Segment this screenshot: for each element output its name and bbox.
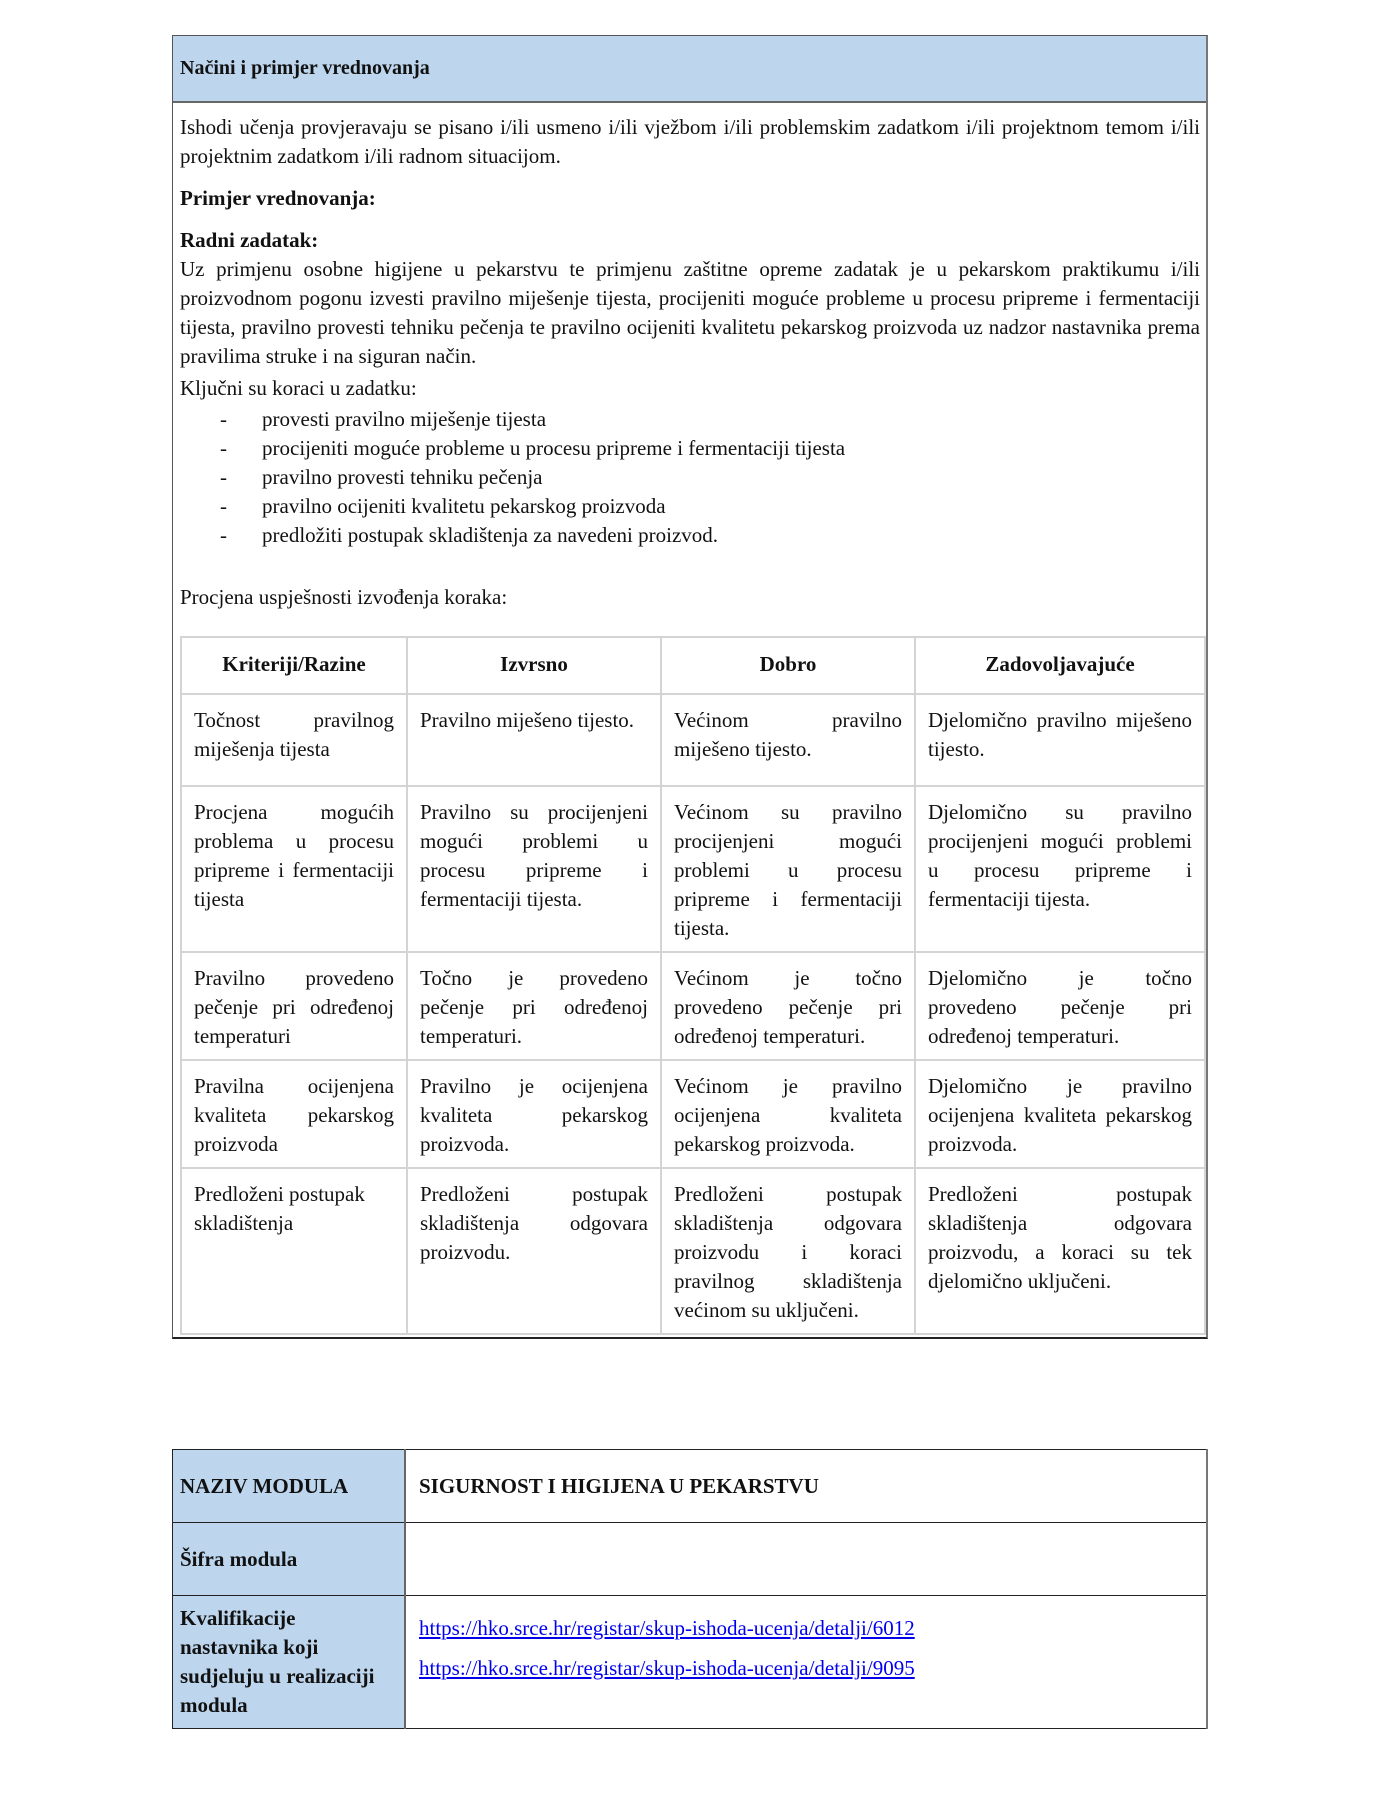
assessment-intro: Ishodi učenja provjeravaju se pisano i/ili usmeno i/ili vježbom i/ili problemskim zadatkom i/ili projektnom temom i/ili projektnim zadatkom i/ili radnom situacijom. (180, 115, 1200, 168)
column-header: Dobro (661, 637, 915, 694)
task-heading: Radni zadatak: (180, 228, 319, 252)
qualifications-label: Kvalifikacije nastavnika koji sudjeluju u realizaciji modula (173, 1596, 406, 1729)
task-text: Uz primjenu osobne higijene u pekarstvu te primjenu zaštitne opreme zadatak je u pekarskom praktikumu i/ili proizvodnom pogonu izvesti pravilno miješenje tijesta, procijeniti moguće probleme u procesu pripreme i fermentaciji tijesta, pravilno provesti tehniku pečenja te pravilno ocijeniti kvalitetu pekarskog proizvoda uz nadzor nastavnika prema pravilima struke i na siguran način. (180, 257, 1200, 368)
qualification-link-9095[interactable]: https://hko.srce.hr/registar/skup-ishoda-ucenja/detalji/9095 (419, 1656, 915, 1680)
qualifications-links (405, 1596, 1207, 1729)
list-item: - procijeniti moguće probleme u procesu pripreme i fermentaciji tijesta (220, 436, 846, 460)
criterion-cell: Procjena mogućih problema u procesu pripreme i fermentaciji tijesta (181, 786, 407, 952)
satisfactory-cell: Djelomično je točno provedeno pečenje pri određenoj temperaturi. (915, 952, 1205, 1060)
satisfactory-cell: Djelomično je pravilno ocijenjena kvaliteta pekarskog proizvoda. (915, 1060, 1205, 1168)
assessment-header (173, 36, 1206, 103)
table-row (181, 952, 1205, 1060)
assessment-section (172, 35, 1208, 1339)
excellent-cell: Točno je provedeno pečenje pri određenoj temperaturi. (407, 952, 661, 1060)
rubric-header-row (181, 637, 1205, 694)
table-row (181, 1168, 1205, 1334)
list-item: - pravilno provesti tehniku pečenja (220, 465, 543, 489)
evaluation-intro: Procjena uspješnosti izvođenja koraka: (180, 585, 508, 609)
list-item: - predložiti postupak skladištenja za navedeni proizvod. (220, 523, 719, 547)
module-info-table (172, 1449, 1208, 1729)
steps-list (180, 405, 1200, 550)
module-code-label: Šifra modula (173, 1523, 406, 1596)
rubric-table (180, 636, 1206, 1335)
column-header: Izvrsno (407, 637, 661, 694)
column-header: Zadovoljavajuće (915, 637, 1205, 694)
column-header: Kriteriji/Razine (181, 637, 407, 694)
module-name-label: NAZIV MODULA (173, 1450, 406, 1523)
satisfactory-cell: Djelomično su pravilno procijenjeni mogući problemi u procesu pripreme i fermentaciji tijesta. (915, 786, 1205, 952)
list-item: - provesti pravilno miješenje tijesta (220, 407, 547, 431)
excellent-cell: Pravilno miješeno tijesto. (407, 694, 661, 786)
excellent-cell: Pravilno su procijenjeni mogući problemi u procesu pripreme i fermentaciji tijesta. (407, 786, 661, 952)
module-code-row (173, 1523, 1208, 1596)
module-name-value: SIGURNOST I HIGIJENA U PEKARSTVU (405, 1450, 1207, 1523)
assessment-title: Načini i primjer vrednovanja (180, 57, 430, 79)
satisfactory-cell: Djelomično pravilno miješeno tijesto. (915, 694, 1205, 786)
list-item: - pravilno ocijeniti kvalitetu pekarskog proizvoda (220, 494, 666, 518)
assessment-body (173, 103, 1206, 1335)
module-name-row (173, 1450, 1208, 1523)
module-code-value (405, 1523, 1207, 1596)
table-row (181, 786, 1205, 952)
good-cell: Većinom pravilno miješeno tijesto. (661, 694, 915, 786)
qualification-link-6012[interactable]: https://hko.srce.hr/registar/skup-ishoda-ucenja/detalji/6012 (419, 1616, 915, 1640)
good-cell: Predloženi postupak skladištenja odgovara proizvodu i koraci pravilnog skladištenja većinom su uključeni. (661, 1168, 915, 1334)
qualifications-row (173, 1596, 1208, 1729)
excellent-cell: Predloženi postupak skladištenja odgovara proizvodu. (407, 1168, 661, 1334)
good-cell: Većinom je pravilno ocijenjena kvaliteta pekarskog proizvoda. (661, 1060, 915, 1168)
table-row (181, 694, 1205, 786)
criterion-cell: Točnost pravilnog miješenja tijesta (181, 694, 407, 786)
good-cell: Većinom je točno provedeno pečenje pri određenoj temperaturi. (661, 952, 915, 1060)
criterion-cell: Pravilna ocijenjena kvaliteta pekarskog proizvoda (181, 1060, 407, 1168)
excellent-cell: Pravilno je ocijenjena kvaliteta pekarskog proizvoda. (407, 1060, 661, 1168)
example-heading: Primjer vrednovanja: (180, 186, 376, 210)
criterion-cell: Predloženi postupak skladištenja (181, 1168, 407, 1334)
table-row (181, 1060, 1205, 1168)
good-cell: Većinom su pravilno procijenjeni mogući problemi u procesu pripreme i fermentaciji tijesta. (661, 786, 915, 952)
steps-intro: Ključni su koraci u zadatku: (180, 376, 417, 400)
criterion-cell: Pravilno provedeno pečenje pri određenoj temperaturi (181, 952, 407, 1060)
satisfactory-cell: Predloženi postupak skladištenja odgovara proizvodu, a koraci su tek djelomično uključeni. (915, 1168, 1205, 1334)
